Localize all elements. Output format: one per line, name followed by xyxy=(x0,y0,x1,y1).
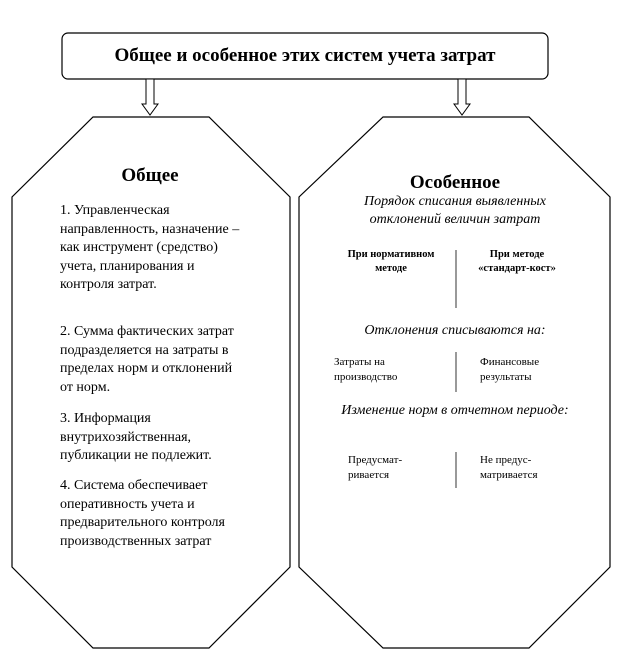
deviations-label: Отклонения списываются на: xyxy=(364,323,546,338)
left-item-3 xyxy=(60,410,240,466)
arrow-left xyxy=(142,79,158,115)
item-text: . Система обеспечивает оперативность учета и предварительного контроля производственных затрат xyxy=(60,478,225,549)
diagram-title: Общее и особенное этих систем учета затрат xyxy=(114,45,496,66)
left-item-1 xyxy=(60,202,240,295)
item-number: 2 xyxy=(60,324,67,339)
arrow-right xyxy=(454,79,470,115)
norms-not-provided: Не предус-матривается xyxy=(480,454,538,481)
left-item-2 xyxy=(60,323,240,397)
item-number: 3 xyxy=(60,411,67,426)
item-text: . Сумма фактических затрат подразделяется на затраты в пределах норм и отклонений от норм. xyxy=(60,324,234,395)
deviations-production-costs: Затраты на производство xyxy=(334,356,398,383)
item-number: 1 xyxy=(60,203,67,218)
norms-provided: Предусмат-ривается xyxy=(348,454,403,481)
item-text: . Управленческая направленность, назначение – как инструмент (средство) учета, планирования и контроля затрат. xyxy=(60,203,240,292)
deviations-financial-results: Финансовые результаты xyxy=(480,356,540,383)
right-heading: Особенное xyxy=(409,172,501,193)
method-standard-cost: При методе «стандарт-кост» xyxy=(478,249,556,274)
item-text: . Информация внутрихозяйственная, публикации не подлежит. xyxy=(60,411,212,463)
left-item-4 xyxy=(60,477,240,551)
left-heading: Общее xyxy=(121,165,179,186)
right-subheading: Порядок списания выявленных отклонений величин затрат xyxy=(364,194,546,227)
norms-label: Изменение норм в отчетном периоде: xyxy=(341,403,569,418)
method-normative: При нормативном методе xyxy=(347,249,435,274)
item-number: 4 xyxy=(60,478,67,493)
